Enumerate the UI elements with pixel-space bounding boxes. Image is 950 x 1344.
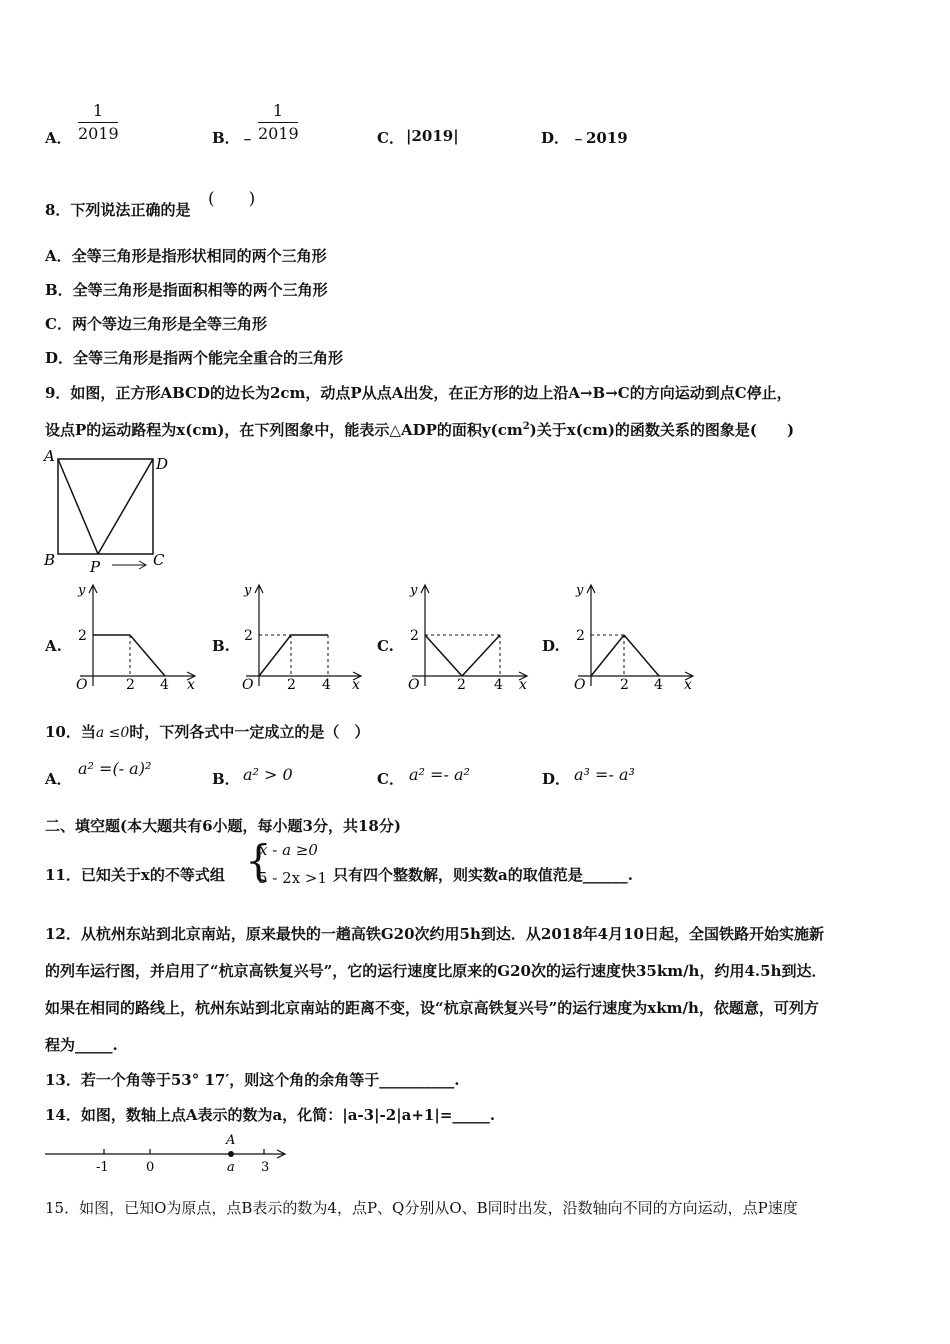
q10-option-c-expr: a² =- a² xyxy=(409,765,470,784)
q9-graph-c xyxy=(402,578,542,698)
q7-option-b-sign: ﹣ xyxy=(240,129,256,147)
svg-text:4: 4 xyxy=(494,677,503,693)
segment-ap xyxy=(58,459,98,554)
svg-text:2: 2 xyxy=(410,628,419,644)
graph-b-segment-1 xyxy=(259,635,291,676)
svg-text:y: y xyxy=(576,583,584,598)
q10-option-b-expr: a² > 0 xyxy=(243,765,293,784)
label-a: A xyxy=(44,447,55,465)
label-b: B xyxy=(44,551,56,569)
svg-text:O: O xyxy=(242,677,254,693)
q9-graph-a xyxy=(70,578,210,698)
q12-line3: 如果在相同的路线上，杭州东站到北京南站的距离不变，设“杭京高铁复兴号”的运行速度为xkm/h，依题意，可列方 xyxy=(45,999,819,1017)
svg-text:x: x xyxy=(519,677,527,693)
svg-text:O: O xyxy=(76,677,88,693)
q10-stem-a: 10．当 xyxy=(45,723,96,741)
svg-text:2: 2 xyxy=(126,677,135,693)
svg-text:y: y xyxy=(244,583,252,598)
svg-text:2: 2 xyxy=(287,677,296,693)
q10-option-c-label: C． xyxy=(377,770,404,788)
q14-stem: 14．如图，数轴上点A表示的数为a，化简：|a-3|-2|a+1|=_____. xyxy=(45,1106,496,1124)
q9-option-c-label: C. xyxy=(377,637,394,655)
q10-option-d-label: D． xyxy=(542,770,571,788)
svg-text:x: x xyxy=(187,677,195,693)
q8-option-a: A．全等三角形是指形状相同的两个三角形 xyxy=(45,247,327,265)
graph-a-segment-2 xyxy=(130,635,165,676)
svg-text:4: 4 xyxy=(160,677,169,693)
tick-three: 3 xyxy=(261,1160,270,1175)
label-d: D xyxy=(156,455,169,473)
q9-stem-line2 xyxy=(45,419,794,440)
q8-option-d: D．全等三角形是指两个能完全重合的三角形 xyxy=(45,349,344,367)
segment-dp xyxy=(98,459,153,554)
q7-option-a-label: A． xyxy=(45,129,72,147)
q7-option-b-fraction xyxy=(258,101,298,143)
q8-answer-paren: ( ) xyxy=(208,189,256,209)
svg-text:2: 2 xyxy=(78,628,87,644)
graph-d-segment-2 xyxy=(624,635,659,676)
q10-option-a-label: A． xyxy=(45,770,72,788)
q12-line2: 的列车运行图，并启用了“杭京高铁复兴号”，它的运行速度比原来的G20次的运行速度快35km/h，约用4.5h到达． xyxy=(45,962,827,980)
svg-text:2: 2 xyxy=(457,677,466,693)
q8-stem: 8．下列说法正确的是 xyxy=(45,201,191,219)
q10-condition: a ≤0 xyxy=(95,725,130,741)
svg-text:2: 2 xyxy=(244,628,253,644)
q11-stem: 11．已知关于x的不等式组 xyxy=(45,866,225,884)
point-a xyxy=(228,1151,234,1157)
svg-text:2: 2 xyxy=(576,628,585,644)
q7-option-c-text: |2019| xyxy=(406,127,459,145)
q10-option-d-expr: a³ =- a³ xyxy=(574,765,635,784)
tick-a: a xyxy=(227,1160,235,1175)
q9-graph-b xyxy=(236,578,376,698)
q9-stem-line2-a: 设点P的运动路程为x(cm)，在下列图象中，能表示△ADP的面积y(cm xyxy=(45,421,523,439)
q13-stem: 13．若一个角等于53° 17′，则这个角的余角等于__________. xyxy=(45,1071,460,1089)
graph-c-segment-1 xyxy=(425,635,462,676)
svg-text:4: 4 xyxy=(322,677,331,693)
q10-stem-b: 时，下列各式中一定成立的是（ ） xyxy=(129,723,370,741)
label-c: C xyxy=(153,551,165,569)
graph-d-segment-1 xyxy=(591,635,624,676)
q14-number-line xyxy=(40,1130,300,1178)
label-a: A xyxy=(226,1133,236,1148)
denominator: 2019 xyxy=(78,124,119,143)
svg-text:x: x xyxy=(684,677,692,693)
svg-text:O: O xyxy=(408,677,420,693)
q12-line4: 程为_____. xyxy=(45,1036,118,1054)
label-p: P xyxy=(90,558,101,576)
q11-inequality-1: x - a ≥0 xyxy=(259,841,318,859)
q9-stem-sup: 2 xyxy=(522,421,530,432)
svg-text:y: y xyxy=(410,583,418,598)
q8-option-c: C．两个等边三角形是全等三角形 xyxy=(45,315,267,333)
q10-stem xyxy=(45,721,369,742)
svg-text:4: 4 xyxy=(654,677,663,693)
q7-option-c-label: C． xyxy=(377,129,404,147)
numerator: 1 xyxy=(92,101,104,120)
system-brace: { xyxy=(245,836,272,885)
graph-c-segment-2 xyxy=(462,635,500,676)
svg-text:2: 2 xyxy=(620,677,629,693)
denominator: 2019 xyxy=(258,124,299,143)
section-2-heading: 二、填空题(本大题共有6小题，每小题3分，共18分) xyxy=(45,817,401,835)
svg-text:O: O xyxy=(574,677,586,693)
q11-tail: 只有四个整数解，则实数a的取值范是______. xyxy=(333,866,633,884)
numerator: 1 xyxy=(272,101,284,120)
q7-option-a-fraction xyxy=(78,101,118,143)
q15-stem: 15．如图，已知O为原点，点B表示的数为4，点P、Q分别从O、B同时出发，沿数轴向不同的方向运动，点P速度 xyxy=(45,1199,798,1217)
svg-text:x: x xyxy=(352,677,360,693)
q9-option-d-label: D. xyxy=(542,637,560,655)
q9-stem-line1: 9．如图，正方形ABCD的边长为2cm，动点P从点A出发，在正方形的边上沿A→B→C的方向运动到点C停止， xyxy=(45,384,792,402)
q12-line1: 12．从杭州东站到北京南站，原来最快的一趟高铁G20次约用5h到达．从2018年4月10日起，全国铁路开始实施新 xyxy=(45,925,824,943)
tick-zero: 0 xyxy=(146,1160,155,1175)
q9-square-figure xyxy=(40,447,180,577)
q9-graph-d xyxy=(568,578,708,698)
q10-option-b-label: B． xyxy=(212,770,240,788)
q7-option-d-label: D． xyxy=(541,129,570,147)
q11-inequality-2: 5 - 2x >1 xyxy=(258,869,328,887)
q7-option-d-text: ﹣2019 xyxy=(571,129,628,147)
svg-text:y: y xyxy=(78,583,86,598)
q7-option-b-label: B． xyxy=(212,129,240,147)
tick-neg1: -1 xyxy=(96,1160,109,1175)
q10-option-a-expr: a² =(- a)² xyxy=(78,759,152,778)
q9-stem-line2-b: )关于x(cm)的函数关系的图象是( ) xyxy=(529,421,795,439)
q9-option-a-label: A. xyxy=(45,637,62,655)
q9-option-b-label: B. xyxy=(212,637,230,655)
q8-option-b: B．全等三角形是指面积相等的两个三角形 xyxy=(45,281,328,299)
